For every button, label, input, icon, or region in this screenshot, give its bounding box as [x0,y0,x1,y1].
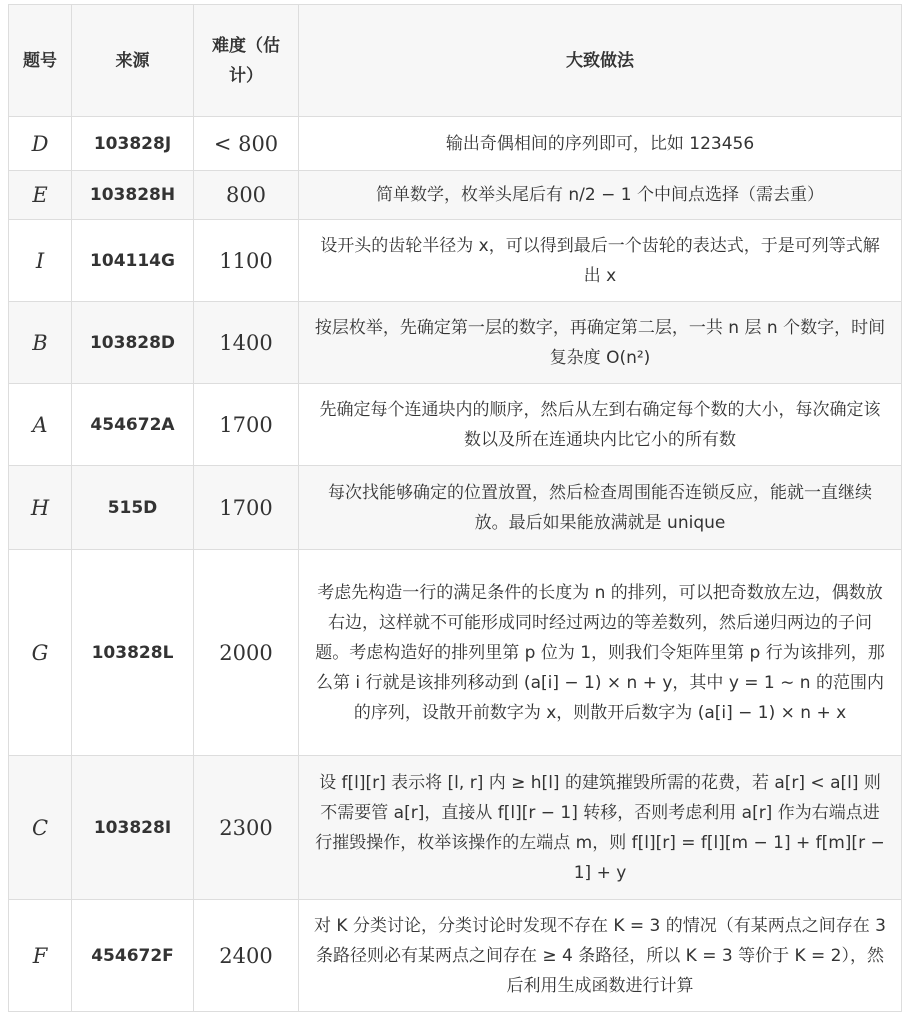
problem-method: 输出奇偶相间的序列即可，比如 123456 [299,117,902,171]
problem-difficulty: 1700 [194,384,299,466]
problem-id: D [9,117,72,171]
problem-source: 103828J [72,117,194,171]
problem-difficulty: 1100 [194,220,299,302]
problem-source: 104114G [72,220,194,302]
problem-id: I [9,220,72,302]
problem-id: E [9,171,72,220]
problem-method: 按层枚举，先确定第一层的数字，再确定第二层，一共 n 层 n 个数字，时间复杂度 O(n²) [299,302,902,384]
problem-id: B [9,302,72,384]
problem-source: 103828I [72,756,194,900]
problem-difficulty: 2400 [194,900,299,1012]
problem-method: 设开头的齿轮半径为 x，可以得到最后一个齿轮的表达式，于是可列等式解出 x [299,220,902,302]
table-row [9,220,902,302]
problem-id: F [9,900,72,1012]
header-source: 来源 [72,5,194,117]
problem-method: 考虑先构造一行的满足条件的长度为 n 的排列，可以把奇数放左边，偶数放右边，这样就不可能形成同时经过两边的等差数列，然后递归两边的子问题。考虑构造好的排列里第 p 位为 1，则我们令矩阵里第 p 行为该排列，那么第 i 行就是该排列移动到 (a[i] − 1) × n + y，其中 y = 1 ∼ n 的范围内的序列，设散开前数字为 x，则散开后数字为 (a[i] − 1) × n + x [299,550,902,756]
problem-method: 设 f[l][r] 表示将 [l, r] 内 ≥ h[l] 的建筑摧毁所需的花费，若 a[r] < a[l] 则不需要管 a[r]，直接从 f[l][r − 1] 转移，否则考虑利用 a[r] 作为右端点进行摧毁操作，枚举该操作的左端点 m，则 f[l][r] = f[l][m − 1] + f[m][r − 1] + y [299,756,902,900]
table-row [9,117,902,171]
problem-id: H [9,466,72,550]
problem-id: G [9,550,72,756]
problem-method: 先确定每个连通块内的顺序，然后从左到右确定每个数的大小，每次确定该数以及所在连通块内比它小的所有数 [299,384,902,466]
problem-method: 对 K 分类讨论，分类讨论时发现不存在 K = 3 的情况（有某两点之间存在 3 条路径则必有某两点之间存在 ≥ 4 条路径，所以 K = 3 等价于 K = 2），然后利用生成函数进行计算 [299,900,902,1012]
table-row [9,550,902,756]
table-row [9,466,902,550]
table-header-row [9,5,902,117]
problem-source: 103828L [72,550,194,756]
table-row [9,756,902,900]
problem-difficulty: < 800 [194,117,299,171]
problem-method: 简单数学，枚举头尾后有 n/2 − 1 个中间点选择（需去重） [299,171,902,220]
header-method: 大致做法 [299,5,902,117]
table-row [9,302,902,384]
table-row [9,171,902,220]
header-problem-id: 题号 [9,5,72,117]
problem-difficulty: 1400 [194,302,299,384]
problem-source: 454672F [72,900,194,1012]
header-difficulty: 难度（估计） [194,5,299,117]
problem-source: 454672A [72,384,194,466]
table-row [9,384,902,466]
problem-source: 103828H [72,171,194,220]
problem-difficulty: 2000 [194,550,299,756]
problem-difficulty: 800 [194,171,299,220]
problem-source: 515D [72,466,194,550]
problem-table [8,4,902,1012]
table-row [9,900,902,1012]
problem-source: 103828D [72,302,194,384]
problem-method: 每次找能够确定的位置放置，然后检查周围能否连锁反应，能就一直继续放。最后如果能放满就是 unique [299,466,902,550]
problem-difficulty: 2300 [194,756,299,900]
problem-difficulty: 1700 [194,466,299,550]
problem-id: A [9,384,72,466]
problem-id: C [9,756,72,900]
